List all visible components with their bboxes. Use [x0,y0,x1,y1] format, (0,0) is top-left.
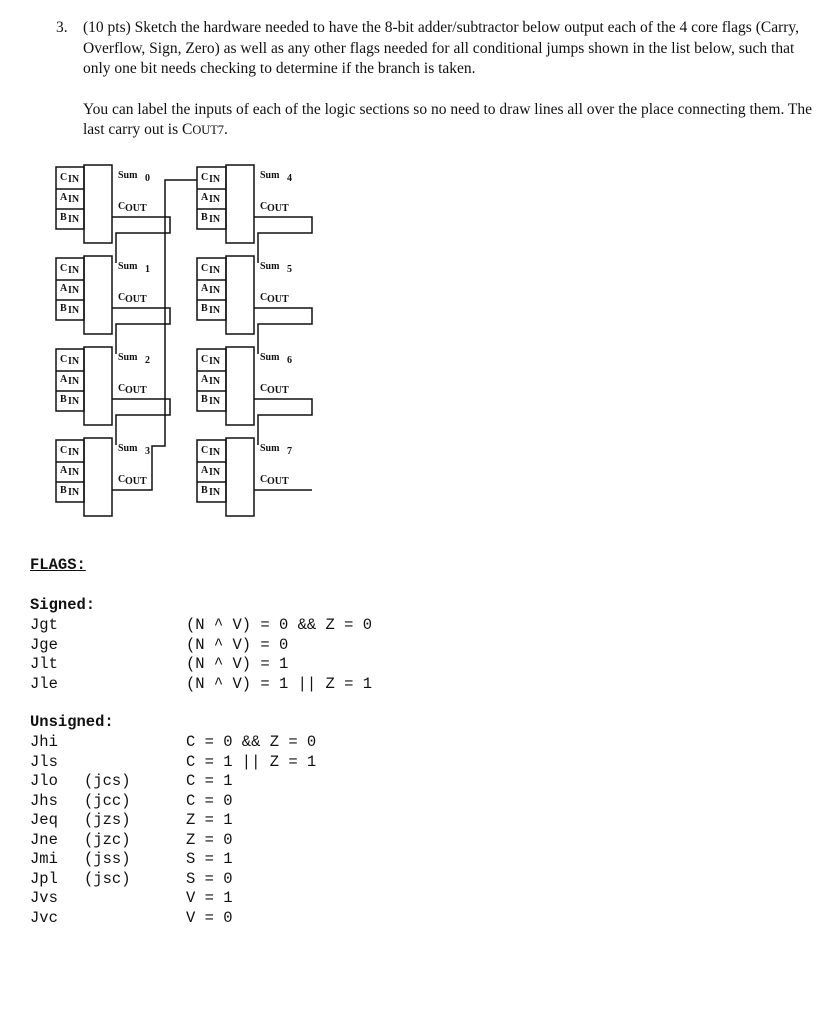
input-subscript: IN [68,396,80,407]
full-adder-box [226,347,254,425]
jump-condition: Z = 0 [186,830,233,849]
jump-condition: (N ^ V) = 0 [186,635,289,654]
sum-label: Sum [118,170,138,181]
input-subscript: IN [68,356,80,367]
cout-subscript: OUT [267,203,289,214]
input-subscript: IN [209,447,221,458]
input-subscript: IN [209,396,221,407]
flag-row [30,675,430,695]
sum-index: 2 [145,355,150,366]
unsigned-title: Unsigned: [30,713,114,731]
input-label: B [201,303,208,314]
flag-row [30,889,430,909]
jump-mnemonic: Jle [30,674,58,693]
sum-label: Sum [260,170,280,181]
input-subscript: IN [68,376,80,387]
flag-row [30,909,430,929]
sum-index: 0 [145,173,150,184]
input-label: C [201,445,209,456]
jump-condition: C = 1 [186,772,233,790]
input-subscript: IN [68,174,80,185]
jump-condition: C = 1 || Z = 1 [186,752,317,771]
input-label: B [201,394,208,405]
input-subscript: IN [209,174,221,185]
sum-index: 3 [145,446,150,457]
flag-row [30,733,430,753]
cout-subscript: OUT [125,476,147,487]
cout-subscript: OUT [267,385,289,396]
carry-wire [254,399,312,445]
cout-label: C [260,292,268,303]
input-subscript: IN [209,305,221,316]
question-number: 3. [56,19,68,36]
jump-alias: (jzc) [84,830,131,849]
input-label: A [60,283,68,294]
flags-title: FLAGS: [30,556,86,574]
jump-mnemonic: Jmi [30,850,58,868]
input-label: A [201,465,209,476]
jump-mnemonic: Jvs [30,889,58,907]
input-subscript: IN [209,356,221,367]
full-adder-box [226,438,254,516]
cout-label: C [260,201,268,212]
input-label: A [201,192,209,203]
cout-subscript: OUT [125,385,147,396]
flag-row [30,655,430,675]
carry-wire [112,308,170,354]
carry-wire [254,217,312,263]
flag-row [30,811,430,831]
input-subscript: IN [209,194,221,205]
input-label: B [60,212,67,223]
cout-label: C [118,383,126,394]
input-label: C [201,354,209,365]
input-subscript: IN [209,467,221,478]
sum-label: Sum [260,261,280,272]
cout-subscript: OUT [125,294,147,305]
sum-index: 5 [287,264,292,275]
input-subscript: IN [68,265,80,276]
cout-label: C [260,474,268,485]
input-subscript: IN [209,214,221,225]
input-subscript: IN [68,305,80,316]
input-label: A [60,374,68,385]
jump-condition: C = 0 && Z = 0 [186,733,317,751]
sum-label: Sum [260,443,280,454]
jump-mnemonic: Jne [30,830,58,849]
jump-condition: (N ^ V) = 1 || Z = 1 [186,674,373,693]
jump-mnemonic: Jge [30,635,58,654]
full-adder-box [84,256,112,334]
cout-subscript: OUT [267,294,289,305]
jump-mnemonic: Jls [30,752,58,771]
full-adder-box [226,165,254,243]
flag-row [30,753,430,773]
jump-condition: V = 0 [186,908,233,927]
full-adder-box [84,347,112,425]
jump-alias: (jsc) [84,869,131,888]
input-label: B [60,485,67,496]
sum-index: 4 [287,173,292,184]
jump-alias: (jcc) [84,791,131,810]
flag-row [30,772,430,792]
sum-label: Sum [118,443,138,454]
sum-label: Sum [260,352,280,363]
jump-condition: V = 1 [186,889,233,907]
signed-title: Signed: [30,596,96,614]
sum-index: 7 [287,446,292,457]
sum-label: Sum [118,352,138,363]
input-label: B [60,303,67,314]
sum-label: Sum [118,261,138,272]
jump-condition: C = 0 [186,791,233,810]
jump-alias: (jcs) [84,772,131,790]
full-adder-box [226,256,254,334]
jump-condition: (N ^ V) = 0 && Z = 0 [186,616,373,634]
input-label: A [201,374,209,385]
jump-mnemonic: Jpl [30,869,58,888]
carry-wire [112,217,170,263]
cout-subscript: OUT [267,476,289,487]
jump-condition: Z = 1 [186,811,233,829]
cout-label: C [118,292,126,303]
input-label: C [201,263,209,274]
input-label: C [60,445,68,456]
input-label: C [60,172,68,183]
input-label: B [60,394,67,405]
cout-label: C [118,474,126,485]
full-adder-box [84,438,112,516]
jump-condition: S = 1 [186,850,233,868]
sum-index: 6 [287,355,292,366]
note-subscript: OUT7 [192,123,225,137]
cout-label: C [260,383,268,394]
input-subscript: IN [209,376,221,387]
cout-label: C [118,201,126,212]
jump-condition: S = 0 [186,869,233,888]
note-end: . [224,121,228,138]
jump-condition: (N ^ V) = 1 [186,655,289,673]
input-label: A [60,192,68,203]
input-subscript: IN [68,487,80,498]
carry-wire [112,399,170,445]
flag-row [30,850,430,870]
jump-alias: (jss) [84,850,131,868]
flag-row [30,636,430,656]
input-label: A [60,465,68,476]
full-adder-box [84,165,112,243]
jump-alias: (jzs) [84,811,131,829]
flag-row [30,831,430,851]
carry-wire [254,308,312,354]
input-label: C [60,354,68,365]
input-label: A [201,283,209,294]
jump-mnemonic: Jlo [30,772,58,790]
cout-subscript: OUT [125,203,147,214]
input-subscript: IN [209,285,221,296]
input-subscript: IN [68,447,80,458]
flag-row [30,616,430,636]
jump-mnemonic: Jgt [30,616,58,634]
input-subscript: IN [68,194,80,205]
flag-row [30,792,430,812]
flag-row [30,870,430,890]
question-text: (10 pts) Sketch the hardware needed to have the 8-bit adder/subtractor below output each of the 4 core flags (Carry, Overflow, Sign, Zero) as well as any other flags needed for all conditional jumps shown in the list below, such that only one bit needs checking to determine if the branch is taken. [83,19,800,77]
input-label: B [201,485,208,496]
jump-mnemonic: Jeq [30,811,58,829]
jump-mnemonic: Jvc [30,908,58,927]
input-subscript: IN [68,285,80,296]
input-label: C [60,263,68,274]
input-subscript: IN [209,487,221,498]
jump-mnemonic: Jhs [30,791,58,810]
input-subscript: IN [68,467,80,478]
note-main: You can label the inputs of each of the logic sections so no need to draw lines all over the place connecting them. The last carry out is C [83,100,813,138]
sum-index: 1 [145,264,150,275]
jump-mnemonic: Jhi [30,733,58,751]
input-label: B [201,212,208,223]
input-subscript: IN [68,214,80,225]
input-subscript: IN [209,265,221,276]
jump-mnemonic: Jlt [30,655,58,673]
input-label: C [201,172,209,183]
